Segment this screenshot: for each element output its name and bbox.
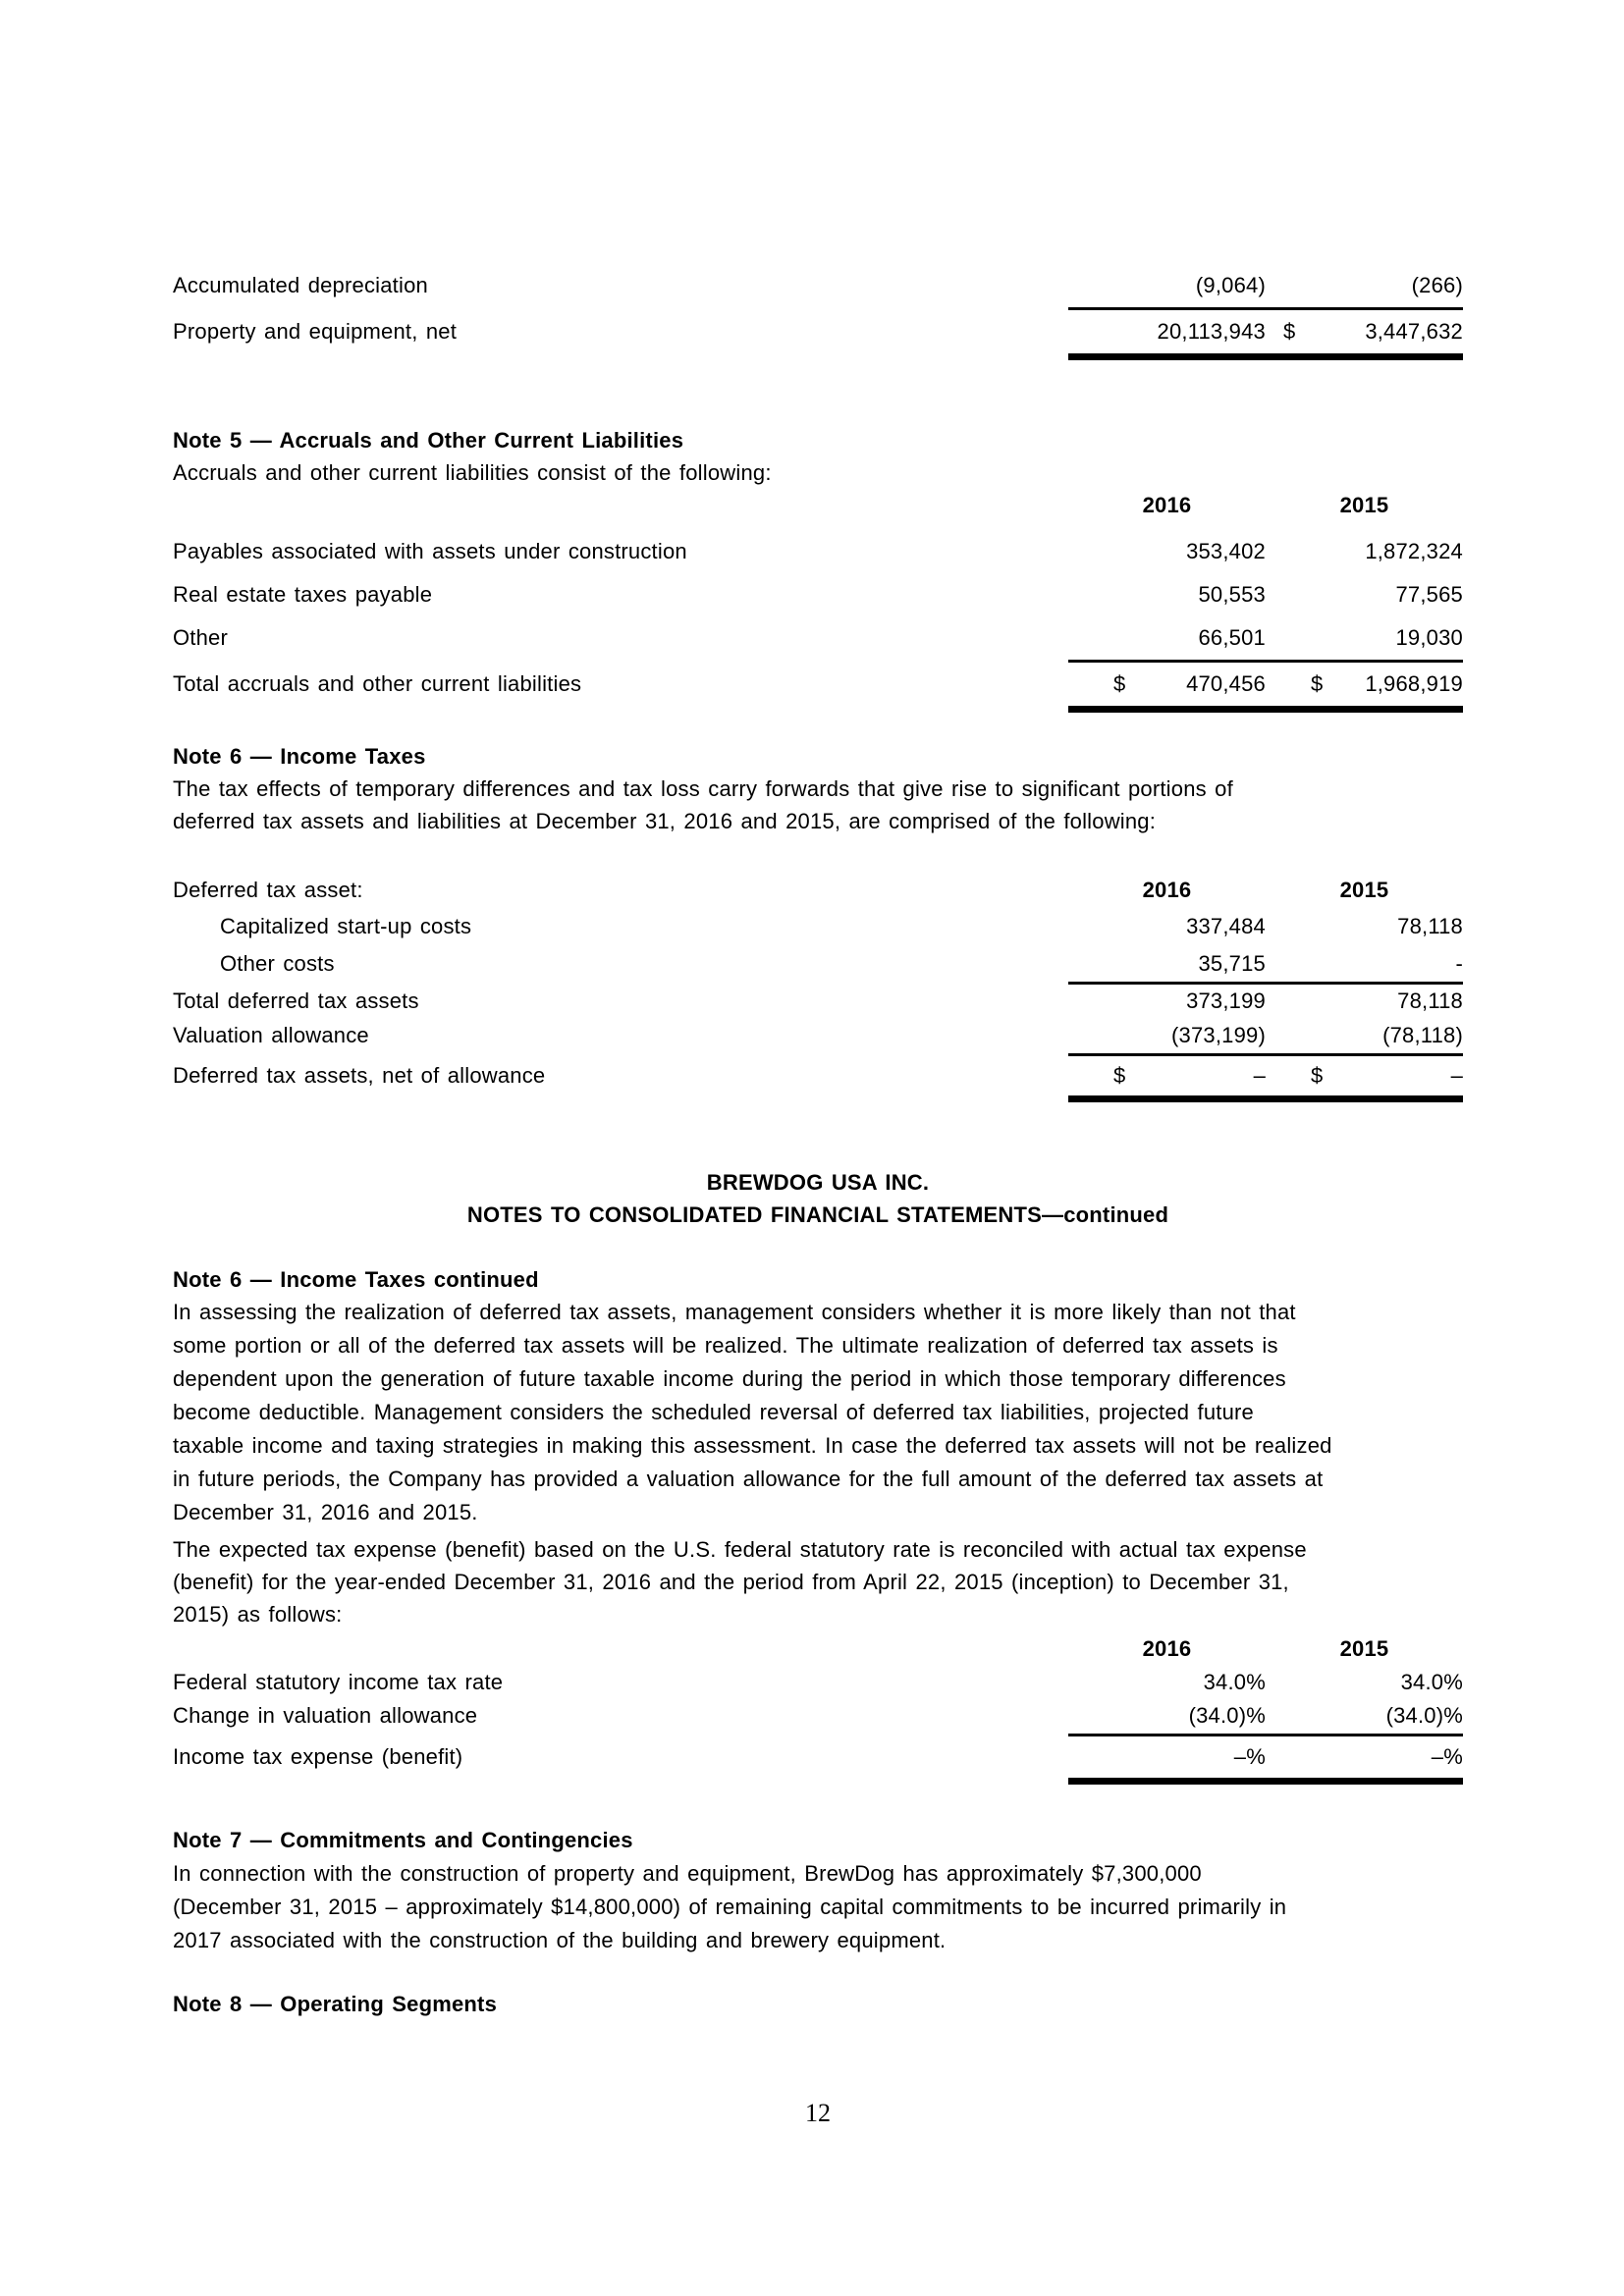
- col-header-2016: 2016: [1142, 878, 1192, 902]
- table-row: [173, 530, 1463, 573]
- paragraph-line: dependent upon the generation of future taxable income during the period in which those temporary differences: [173, 1366, 1286, 1391]
- total-row: [173, 663, 1463, 706]
- paragraph-line: In assessing the realization of deferred tax assets, management considers whether it is more likely than not that: [173, 1300, 1296, 1324]
- row-label: Payables associated with assets under construction: [173, 539, 687, 563]
- value-2016: 50,553: [1198, 582, 1266, 607]
- value-2015: 77,565: [1395, 582, 1463, 607]
- col-header-2015: 2015: [1339, 1636, 1389, 1661]
- note7-paragraph: [173, 1857, 1463, 1957]
- value-2016: 35,715: [1198, 951, 1266, 976]
- note6-continued-paragraph: [173, 1296, 1463, 1529]
- value-2015: 1,968,919: [1365, 671, 1463, 696]
- note7-heading: Note 7 — Commitments and Contingencies: [173, 1828, 633, 1852]
- value-2015: 3,447,632: [1365, 319, 1463, 344]
- note6-heading: Note 6 — Income Taxes: [173, 744, 426, 769]
- deferred-tax-table: [173, 874, 1463, 1102]
- value-2016: (9,064): [1195, 273, 1266, 297]
- paragraph-line: become deductible. Management considers the scheduled reversal of deferred tax liabilities, projected future: [173, 1400, 1254, 1424]
- paragraph-line: in future periods, the Company has provided a valuation allowance for the full amount of the deferred tax assets at: [173, 1467, 1324, 1491]
- table-row: [173, 573, 1463, 616]
- paragraph-line: (December 31, 2015 – approximately $14,800,000) of remaining capital commitments to be incurred primarily in: [173, 1895, 1287, 1919]
- total-row: [173, 1736, 1463, 1778]
- note5-section: [173, 424, 1463, 713]
- value-2016: 34.0%: [1203, 1669, 1266, 1694]
- row-label: Income tax expense (benefit): [173, 1744, 463, 1769]
- row-label: Property and equipment, net: [173, 319, 458, 344]
- statements-title: NOTES TO CONSOLIDATED FINANCIAL STATEMENTS—continued: [466, 1202, 1169, 1227]
- total-rule: [1068, 1095, 1463, 1102]
- column-header-row: [173, 1632, 1463, 1666]
- row-label: Other costs: [220, 951, 335, 976]
- row-label: Accumulated depreciation: [173, 273, 428, 297]
- company-name: BREWDOG USA INC.: [706, 1170, 930, 1195]
- col-header-2015: 2015: [1339, 493, 1389, 517]
- note6-intro-line1: The tax effects of temporary differences and tax loss carry forwards that give rise to significant portions of: [173, 776, 1233, 801]
- table-row: [173, 1018, 1463, 1053]
- value-2015: 1,872,324: [1365, 539, 1463, 563]
- paragraph-line: In connection with the construction of property and equipment, BrewDog has approximately $7,300,000: [173, 1861, 1202, 1886]
- value-2015: 78,118: [1397, 914, 1463, 938]
- note6-intro-line2: deferred tax assets and liabilities at December 31, 2016 and 2015, are comprised of the following:: [173, 809, 1157, 833]
- tax-rate-table: [173, 1632, 1463, 1785]
- paragraph-line: some portion or all of the deferred tax assets will be realized. The ultimate realization of deferred tax assets is: [173, 1333, 1278, 1358]
- value-2015: 19,030: [1395, 625, 1463, 650]
- table-row: [173, 264, 1463, 307]
- table-row: [173, 616, 1463, 660]
- total-row: [173, 1056, 1463, 1095]
- dollar-sign: $: [1311, 671, 1324, 696]
- row-label: Real estate taxes payable: [173, 582, 433, 607]
- table-row: [173, 946, 1463, 982]
- value-2015: -: [1455, 951, 1463, 976]
- value-2016: 337,484: [1186, 914, 1266, 938]
- note7-section: [173, 1824, 1463, 1957]
- table-caption: Deferred tax asset:: [173, 878, 363, 902]
- note6-continued-section: [173, 1263, 1463, 1630]
- expected-tax-paragraph: [173, 1533, 1463, 1630]
- total-rule: [1068, 706, 1463, 713]
- value-2015: (34.0)%: [1385, 1703, 1463, 1728]
- paragraph-line: December 31, 2016 and 2015.: [173, 1500, 478, 1524]
- value-2016: (34.0)%: [1188, 1703, 1266, 1728]
- table-row: [173, 310, 1463, 353]
- row-label: Total accruals and other current liabilities: [173, 671, 582, 696]
- paragraph-line: 2015) as follows:: [173, 1602, 343, 1627]
- note8-section: [173, 1988, 1463, 2021]
- dollar-sign: $: [1311, 1063, 1324, 1088]
- value-2016: (373,199): [1171, 1023, 1266, 1047]
- row-values: [1068, 319, 1463, 345]
- note5-intro: Accruals and other current liabilities consist of the following:: [173, 460, 772, 485]
- paragraph-line: taxable income and taxing strategies in making this assessment. In case the deferred tax assets will not be realized: [173, 1433, 1332, 1458]
- value-2015: 34.0%: [1400, 1669, 1463, 1694]
- total-rule: [1068, 353, 1463, 360]
- note5-heading: Note 5 — Accruals and Other Current Liabilities: [173, 428, 684, 453]
- column-header-row: [173, 489, 1463, 522]
- note8-heading: Note 8 — Operating Segments: [173, 1992, 498, 2016]
- table-row: [173, 1698, 1463, 1734]
- paragraph-line: The expected tax expense (benefit) based on the U.S. federal statutory rate is reconciled with actual tax expense: [173, 1537, 1307, 1562]
- row-label: Deferred tax assets, net of allowance: [173, 1063, 546, 1088]
- value-2016: 373,199: [1186, 988, 1266, 1013]
- value-2016: 353,402: [1186, 539, 1266, 563]
- value-2016: 66,501: [1198, 625, 1266, 650]
- column-header-row: [173, 874, 1463, 907]
- table-row: [173, 907, 1463, 946]
- value-2015: –%: [1431, 1744, 1463, 1769]
- paragraph-line: (benefit) for the year-ended December 31, 2016 and the period from April 22, 2015 (inception) to December 31,: [173, 1570, 1289, 1594]
- row-label: Valuation allowance: [173, 1023, 369, 1047]
- table-row: [173, 985, 1463, 1018]
- row-label: Other: [173, 625, 229, 650]
- value-2015: 78,118: [1397, 988, 1463, 1013]
- note6-section: [173, 740, 1463, 837]
- note6-continued-heading: Note 6 — Income Taxes continued: [173, 1267, 539, 1292]
- property-equipment-table: [173, 264, 1463, 360]
- value-2016: 20,113,943: [1157, 319, 1266, 344]
- value-2015: (78,118): [1382, 1023, 1463, 1047]
- value-2016: 470,456: [1186, 671, 1266, 696]
- col-header-2015: 2015: [1339, 878, 1389, 902]
- dollar-sign: $: [1283, 319, 1296, 344]
- row-label: Change in valuation allowance: [173, 1703, 478, 1728]
- dollar-sign: $: [1113, 671, 1126, 696]
- row-values: [1068, 273, 1463, 298]
- dollar-sign: $: [1113, 1063, 1126, 1088]
- col-header-2016: 2016: [1142, 1636, 1192, 1661]
- row-label: Capitalized start-up costs: [220, 914, 472, 938]
- page-number: 12: [805, 2099, 831, 2127]
- page-header: [173, 1166, 1463, 1231]
- table-row: [173, 1666, 1463, 1698]
- row-label: Total deferred tax assets: [173, 988, 419, 1013]
- total-rule: [1068, 1778, 1463, 1785]
- value-2015: –: [1450, 1063, 1463, 1088]
- paragraph-line: 2017 associated with the construction of the building and brewery equipment.: [173, 1928, 947, 1952]
- value-2016: –: [1253, 1063, 1266, 1088]
- value-2016: –%: [1233, 1744, 1266, 1769]
- value-2015: (266): [1411, 273, 1463, 297]
- row-label: Federal statutory income tax rate: [173, 1669, 504, 1694]
- col-header-2016: 2016: [1142, 493, 1192, 517]
